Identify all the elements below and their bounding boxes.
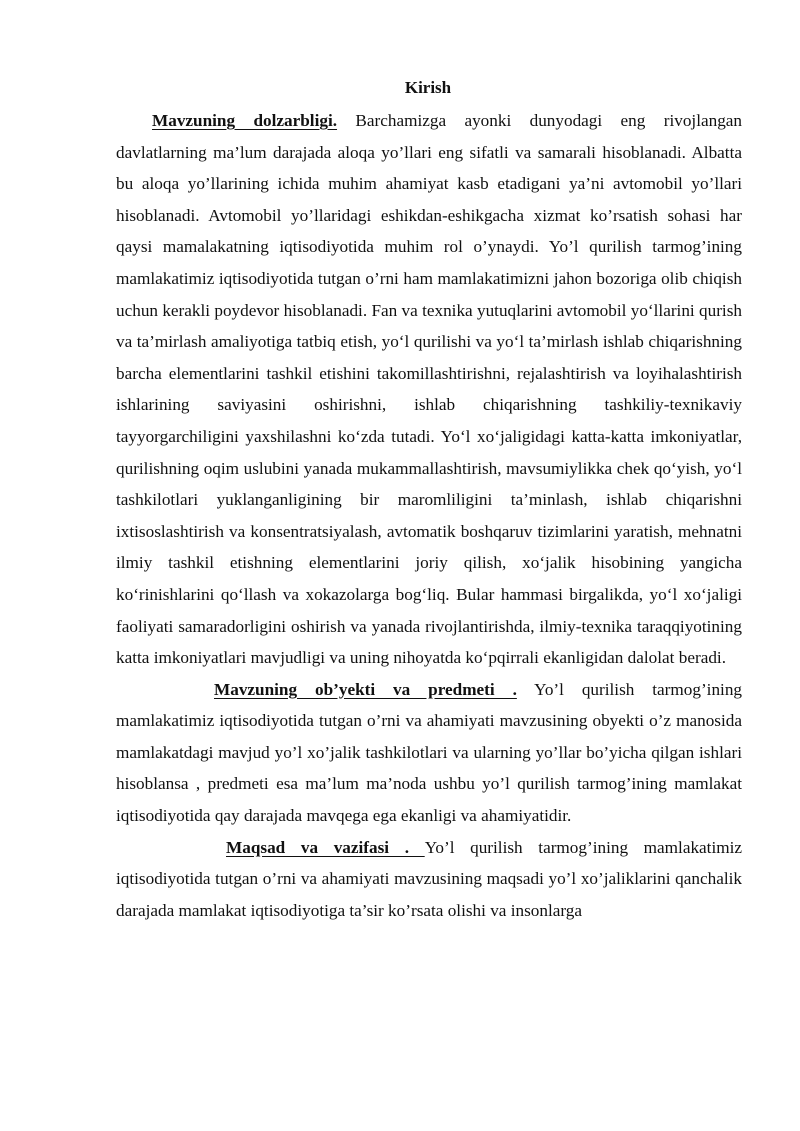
- paragraph-object-subject: [116, 674, 742, 832]
- section-heading-goal-tasks: Maqsad va vazifasi .: [226, 837, 425, 857]
- document-body: [116, 105, 742, 926]
- section-text-object-subject: Yo’l qurilish tarmog’ining mamlakatimiz iqtisodiyotida tutgan o’rni va ahamiyati mavzusining obyekti o’z manosida mamlakatdagi mavjud yo’l xo’jalik tashkilotlari va ularning yo’llar bo’yicha qilgan ishlari hisoblansa , predmeti esa ma’lum ma’noda ushbu yo’l qurilish tarmog’ining mamlakat iqtisodiyotida qay darajada mavqega ega ekanligi va ahamiyatidir.: [116, 679, 743, 826]
- paragraph-goal-tasks: [116, 832, 742, 927]
- paragraph-relevance: [116, 105, 742, 674]
- page-title: Kirish: [404, 78, 452, 97]
- section-text-goal-tasks: Yo’l qurilish tarmog’ining mamlakatimiz iqtisodiyotida tutgan o’rni va ahamiyati mavzusining maqsadi yo’l xo’jaliklarini qanchalik darajada mamlakat iqtisodiyotiga ta’sir ko’rsata olishi va insonlarga: [116, 837, 743, 920]
- section-text-relevance: Barchamizga ayonki dunyodagi eng rivojlangan davlatlarning ma’lum darajada aloqa yo’llari eng sifatli va samarali hisoblanadi. Albatta bu aloqa yo’llarining ichida muhim ahamiyat kasb etadigani ya’ni avtomobil yo’llari hisoblanadi. Avtomobil yo’llaridagi eshikdan-eshikgacha xizmat ko’rsatish sohasi har qaysi mamalakatning iqtisodiyotida muhim rol o’ynaydi. Yo’l qurilish tarmog’ining mamlakatimiz iqtisodiyotida tutgan o’rni ham mamlakatimizni jahon bozoriga olib chiqish uchun kerakli poydevor hisoblanadi. Fan va texnika yutuqlarini avtomobil yo‘llarini qurish va ta’mirlash amaliyotiga tatbiq etish, yo‘l qurilishi va yo‘l ta’mirlash ishlab chiqarishning barcha elementlarini tashkil etishini takomillashtirishni, rejalashtirish va loyihalashtirish ishlarining saviyasini oshirishni, ishlab chiqarishning tashkiliy-texnikaviy tayyorgarchiligini yaxshilashni ko‘zda tutadi. Yo‘l xo‘jaligidagi katta-katta imkoniyatlar, qurilishning oqim uslubini yanada mukammallashtirish, mavsumiylikka chek qo‘yish, yo‘l tashkilotlari yuklanganligining bir maromliligini ta’minlash, ishlab chiqarishni ixtisoslashtirish va konsentratsiyalash, avtomatik boshqaruv tizimlarini yaratish, mehnatni ilmiy tashkil etishning elementlarini joriy qilish, xo‘jalik hisobining yangicha ko‘rinishlarini qo‘llash va xokazolarga bog‘liq. Bular hammasi birgalikda, yo‘l xo‘jaligi faoliyati samaradorligini oshirish va yanada rivojlantirishda, ilmiy-texnika taraqqiyotining katta imkoniyatlari mavjudligi va uning nihoyatda ko‘pqirrali ekanligidan dalolat beradi.: [116, 111, 743, 668]
- section-heading-object-subject: Mavzuning ob’yekti va predmeti .: [214, 679, 517, 699]
- section-heading-relevance: Mavzuning dolzarbligi.: [152, 111, 338, 130]
